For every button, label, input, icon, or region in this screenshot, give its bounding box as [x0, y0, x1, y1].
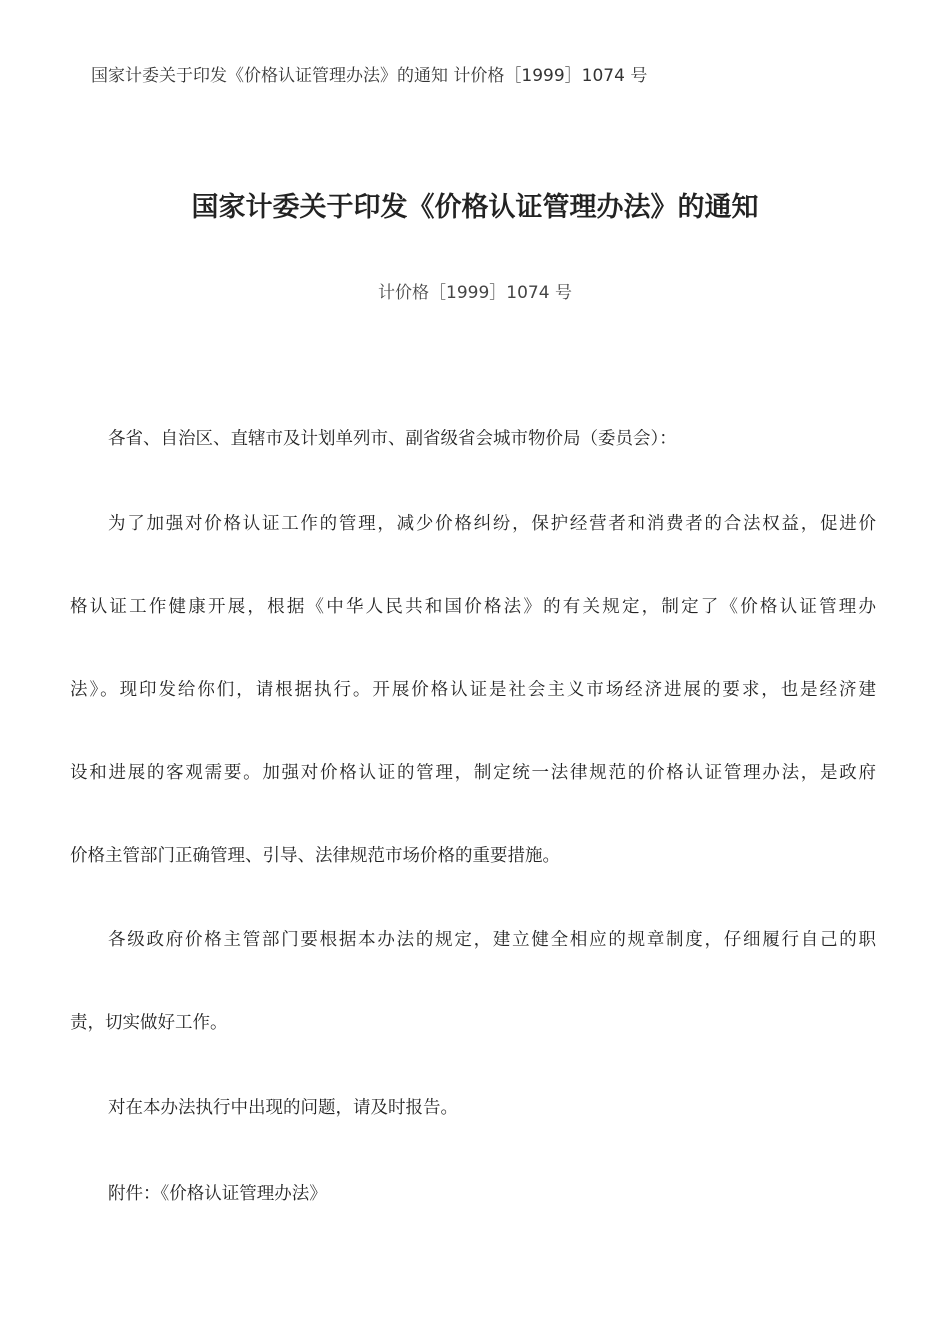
attachment-line: 附件：《价格认证管理办法》 [108, 1184, 327, 1204]
paragraph-line: 各省、自治区、直辖市及计划单列市、副省级省会城市物价局（委员会）： [108, 429, 677, 449]
paragraph-line: 价格主管部门正确管理、引导、法律规范市场价格的重要措施。 [70, 846, 560, 866]
paragraph-line: 为了加强对价格认证工作的管理，减少价格纠纷，保护经营者和消费者的合法权益，促进价 [108, 514, 876, 534]
document-number: 计价格［1999］1074 号 [378, 283, 572, 303]
paragraph-line: 责，切实做好工作。 [70, 1013, 228, 1033]
paragraph-line: 法》。现印发给你们，请根据执行。开展价格认证是社会主义市场经济进展的要求，也是经济建 [70, 680, 876, 700]
document-title: 国家计委关于印发《价格认证管理办法》的通知 [191, 192, 759, 223]
paragraph-line: 设和进展的客观需要。加强对价格认证的管理，制定统一法律规范的价格认证管理办法，是政府 [70, 763, 876, 783]
paragraph-line: 格认证工作健康开展，根据《中华人民共和国价格法》的有关规定，制定了《价格认证管理办 [70, 597, 876, 617]
paragraph-line: 对在本办法执行中出现的问题，请及时报告。 [108, 1098, 458, 1118]
running-header: 国家计委关于印发《价格认证管理办法》的通知 计价格［1999］1074 号 [91, 66, 648, 86]
paragraph-line: 各级政府价格主管部门要根据本办法的规定，建立健全相应的规章制度，仔细履行自己的职 [108, 930, 876, 950]
